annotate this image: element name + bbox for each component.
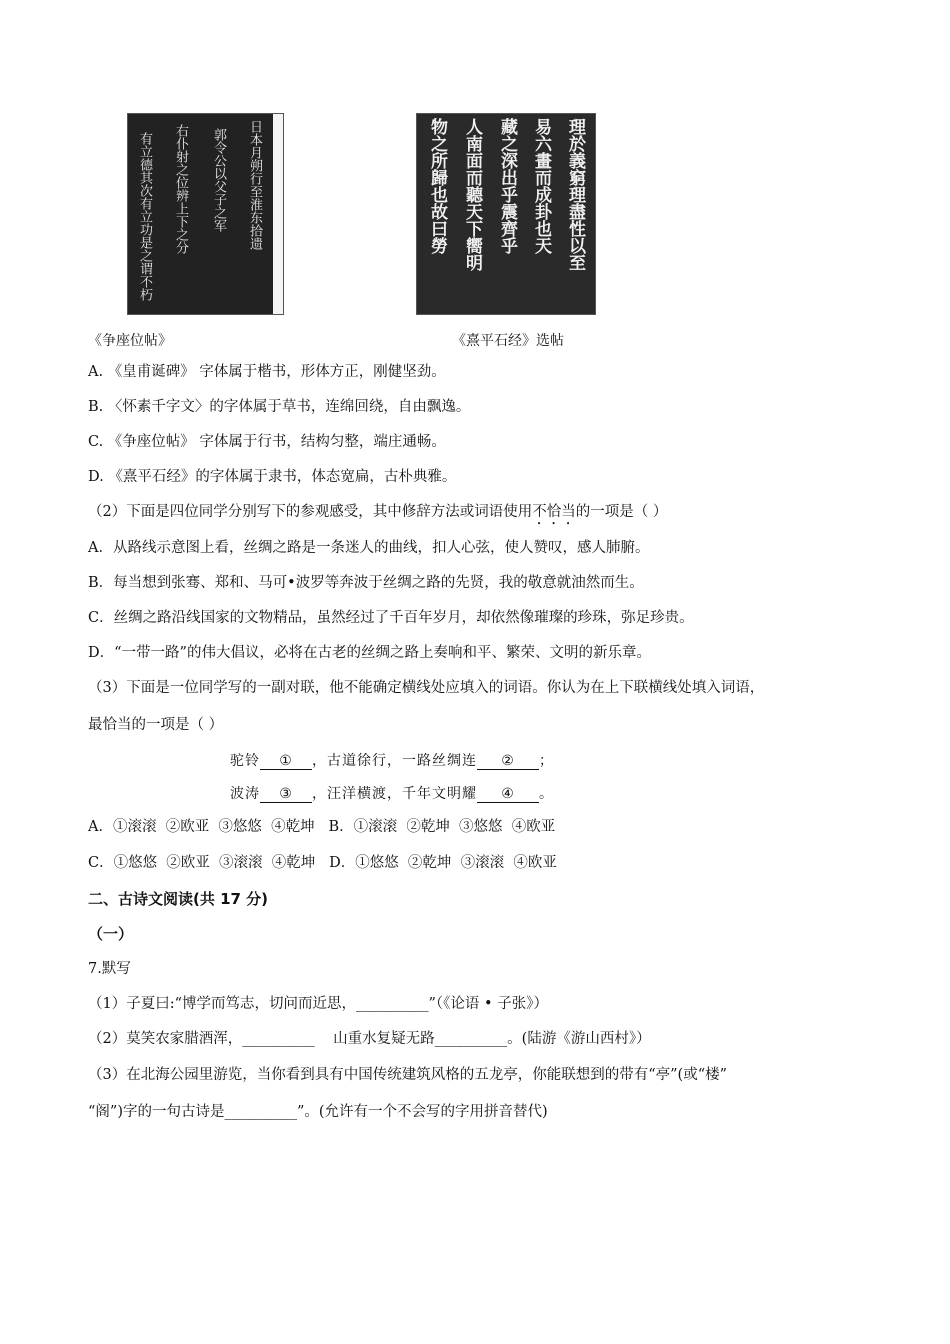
left-image-caption: 《争座位帖》	[88, 333, 172, 349]
couplet-text: 驼铃	[230, 753, 260, 769]
q2-stem-text: （2）下面是四位同学分别写下的参观感受，其中修辞方法或词语使用	[88, 504, 533, 520]
q2-stem-tail: 的一项是（ ）	[575, 504, 668, 520]
q3-stem-line2: 最恰当的一项是（ ）	[88, 717, 224, 733]
couplet-blank-2: ②	[477, 753, 539, 770]
couplet-text: ；	[539, 753, 554, 769]
couplet-blank-4: ④	[477, 786, 539, 803]
couplet-blank-3: ③	[260, 786, 312, 803]
couplet-upper-line	[230, 750, 554, 770]
q3-stem-line1: （3）下面是一位同学写的一副对联，他不能确定横线处应填入的词语。你认为在上下联横线处填入词语，	[88, 680, 765, 696]
couplet-text: 。	[539, 786, 554, 802]
q7-item-2: （2）莫笑农家腊酒浑，__________ 山重水复疑无路__________。(陆游《游山西村》）	[88, 1031, 651, 1047]
calligraphy-column: 日本月朔行至淮东拾遗	[247, 120, 262, 250]
q2-stem-emphasis: 不恰当	[532, 504, 576, 520]
right-image-caption: 《熹平石经》选帖	[452, 333, 564, 349]
q7-item-3-line1: （3）在北海公园里游览，当你看到具有中国传统建筑风格的五龙亭，你能联想到的带有“亭”(或“楼”	[88, 1067, 728, 1083]
q2-option-a: A．从路线示意图上看，丝绸之路是一条迷人的曲线，扣人心弦，使人赞叹，感人肺腑。	[88, 540, 650, 556]
section-two-subtitle: （一）	[88, 925, 134, 943]
q7-title: 7.默写	[88, 961, 131, 977]
q2-option-d: D．“一带一路”的伟大倡议，必将在古老的丝绸之路上奏响和平、繁荣、文明的新乐章。	[88, 645, 651, 661]
rubbing-column: 易六畫而成卦也天	[531, 118, 551, 254]
rubbing-column: 人南面而聽天下嚮明	[462, 118, 482, 271]
q3-options-row2: C．①悠悠 ②欧亚 ③滚滚 ④乾坤 D．①悠悠 ②乾坤 ③滚滚 ④欧亚	[88, 855, 557, 871]
q3-options-row1: A．①滚滚 ②欧亚 ③悠悠 ④乾坤 B．①滚滚 ②乾坤 ③悠悠 ④欧亚	[88, 819, 556, 835]
xiping-stone-classics-image	[416, 113, 596, 315]
q1-option-b: B. 〈怀素千字文〉的字体属于草书，连绵回绕，自由飘逸。	[88, 399, 471, 415]
couplet-blank-1: ①	[260, 753, 312, 770]
couplet-lower-line	[230, 783, 554, 803]
q2-stem	[88, 502, 667, 528]
rubbing-column: 物之所歸也故曰勞	[427, 118, 447, 254]
calligraphy-column: 有立德其次有立功是之谓不朽	[137, 132, 152, 301]
couplet-text: ，古道徐行，一路丝绸连	[312, 753, 477, 769]
couplet-text: ，汪洋横渡，千年文明耀	[312, 786, 477, 802]
section-two-title: 二、古诗文阅读(共 17 分)	[88, 890, 269, 908]
calligraphy-column: 右仆射之位辨上下之分	[173, 124, 188, 254]
rubbing-column: 理於義窮理盡性以至	[565, 118, 585, 271]
q1-option-d: D. 《熹平石经》的字体属于隶书，体态宽扁，古朴典雅。	[88, 469, 457, 485]
calligraphy-column: 郭令公以父子之军	[211, 128, 226, 232]
q2-option-b: B．每当想到张骞、郑和、马可•波罗等奔波于丝绸之路的先贤，我的敬意就油然而生。	[88, 575, 644, 591]
q1-option-c: C. 《争座位帖》 字体属于行书，结构匀整，端庄通畅。	[88, 434, 446, 450]
q7-item-1: （1）子夏曰:“博学而笃志，切问而近思，__________”（《论语 • 子张》）	[88, 996, 548, 1012]
q2-option-c: C．丝绸之路沿线国家的文物精品，虽然经过了千百年岁月，却依然像璀璨的珍珠，弥足珍贵。	[88, 610, 694, 626]
q1-option-a: A. 《皇甫诞碑》 字体属于楷书，形体方正，刚健坚劲。	[88, 364, 446, 380]
couplet-text: 波涛	[230, 786, 260, 802]
zhengzuowei-calligraphy-image	[127, 113, 284, 315]
rubbing-column: 藏之深出乎震齊乎	[497, 118, 517, 254]
q7-item-3-line2: “阁”)字的一句古诗是__________”。(允许有一个不会写的字用拼音替代)	[88, 1104, 548, 1120]
image-edge-strip	[273, 114, 283, 314]
